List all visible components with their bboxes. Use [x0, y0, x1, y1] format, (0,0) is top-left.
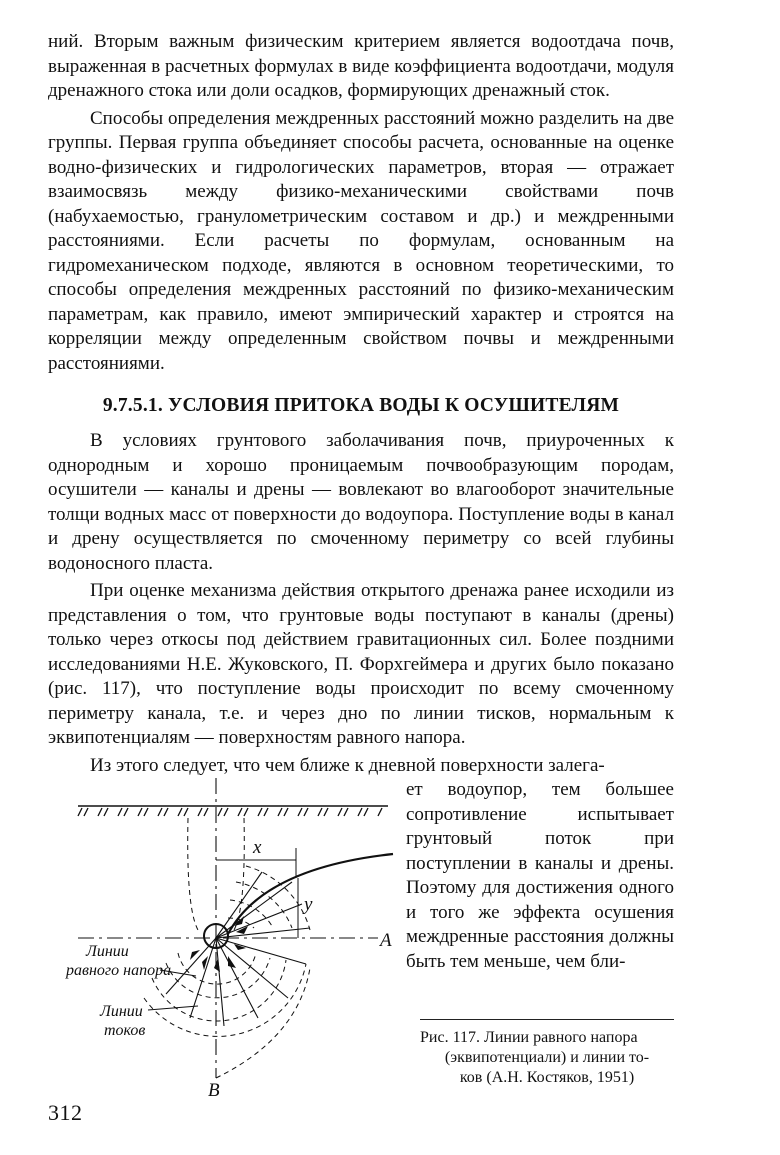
- figure-caption: [420, 1019, 674, 1088]
- paragraph-4: При оценке механизма действия открытого дренажа ранее исходили из представления о том, что грунтовые воды поступают в каналы (дрены) только через откосы под действием гравитационных сил. Более поздними исследованиями Н.Е. Жуковского, П. Форхгеймера и других было показано (рис. 117), что поступление воды происходит по всему смоченному периметру канала, т.е. и через дно по линии тисков, нормальным к эквипотенциалям — поверхностям равного напора.: [48, 580, 674, 748]
- paragraph-3: В условиях грунтового заболачивания почв, приуроченных к однородным и хорошо проницаемым почвообразующим породам, осушители — каналы и дрены — вовлекают во влагооборот значительные толщи водных масс от поверхности до водоупора. Поступление воды в канал и дрену осуществляется по смоченному периметру со всей глубины водоносного пласта.: [48, 430, 674, 574]
- figure-block: [48, 778, 674, 1096]
- book-page: [48, 30, 674, 1096]
- label-flow-2: токов: [104, 1022, 146, 1039]
- caption-line-3: ков (А.Н. Костяков, 1951): [459, 1069, 635, 1086]
- outer-flow-line: [216, 968, 310, 1078]
- label-y: y: [304, 894, 313, 915]
- flow-leader: [148, 1006, 198, 1010]
- paragraph-5-start: Из этого следует, что чем ближе к дневной поверхности залега-: [90, 754, 605, 776]
- ground-hatching: [78, 808, 382, 816]
- label-b: В: [208, 1080, 220, 1096]
- label-flow-1: Линии: [100, 1003, 143, 1020]
- caption-line-1: Рис. 117. Линии равного напора: [420, 1029, 638, 1046]
- caption-line-2: (эквипотенциали) и линии то-: [444, 1049, 650, 1066]
- section-heading: 9.7.5.1. УСЛОВИЯ ПРИТОКА ВОДЫ К ОСУШИТЕЛЯМ: [102, 395, 620, 416]
- paragraph-1: ний. Вторым важным физическим критерием является водоотдача почв, выраженная в расчетных формулах в виде коэффициента водоотдачи, модуля дренажного стока или доли осадков, формирующих дренажный сток.: [48, 31, 674, 101]
- label-x: x: [253, 837, 262, 858]
- page-number: 312: [48, 1100, 83, 1125]
- label-equipotential-1: Линии: [86, 943, 129, 960]
- wrapped-text-column: [406, 778, 674, 974]
- paragraph-2: Способы определения междренных расстояний можно разделить на две группы. Первая группа объединяет способы расчета, основанные на оценке водно-физических и гидрологических параметров, вторая — отражает взаимосвязь между физико-механическими свойствами почв (набухаемостью, гранулометрическим составом и др.) и междренными расстояниями. Если расчеты по формулам, основанным на гидромеханическом подходе, являются в основном теоретическими, то способы определения междренных расстояний по физико-механическим параметрам, как правило, имеют эмпирический характер и строятся на корреляции между определенным свойством почвы и междренными расстояниями.: [48, 107, 674, 374]
- figure-117-diagram: [48, 778, 398, 1096]
- paragraph-5-wrap: ет водоупор, тем большее сопротивление испытывает грунтовый поток при поступлении в каналы и дрены. Поэтому для достижения одного и того же эффекта осушения междренные расстояния должны быть тем меньше, чем бли-: [406, 779, 674, 972]
- label-a: А: [380, 930, 392, 951]
- equipotential-lines: [144, 818, 310, 1036]
- label-equipotential-2: равного напора: [66, 962, 172, 979]
